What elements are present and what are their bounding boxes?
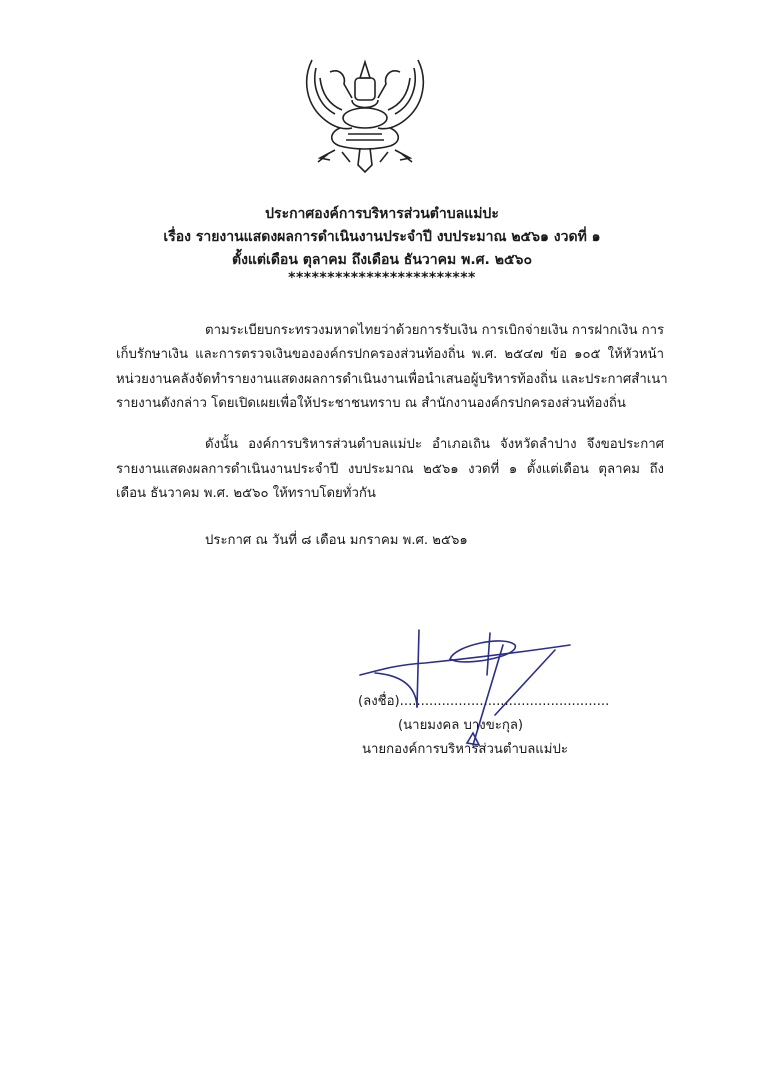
signatory-position: นายกองค์การบริหารส่วนตำบลแม่ปะ (362, 742, 568, 757)
document-period: ตั้งแต่เดือน ตุลาคม ถึงเดือน ธันวาคม พ.ศ. ๒๕๖๐ (231, 252, 532, 268)
paragraph2-line: ดังนั้น องค์การบริหารส่วนตำบลแม่ปะ อำเภอเถิน จังหวัดลำปาง จึงขอประกาศ (205, 437, 664, 452)
signatory-name: (นายมงคล บางขะกุล) (398, 718, 524, 733)
paragraph1-line: เก็บรักษาเงิน และการตรวจเงินขององค์กรปกครองส่วนท้องถิ่น พ.ศ. ๒๕๔๗ ข้อ ๑๐๕ ให้หัวหน้า (116, 347, 664, 362)
announcement-date: ประกาศ ณ วันที่ ๘ เดือน มกราคม พ.ศ. ๒๕๖๑ (205, 533, 468, 548)
document-title: ประกาศองค์การบริหารส่วนตำบลแม่ปะ (265, 206, 499, 222)
paragraph1-line: ตามระเบียบกระทรวงมหาดไทยว่าด้วยการรับเงิน การเบิกจ่ายเงิน การฝากเงิน การ (205, 323, 665, 338)
paragraph1-line: หน่วยงานคลังจัดทำรายงานแสดงผลการดำเนินงานเพื่อนำเสนอผู้บริหารท้องถิ่น และประกาศสำเนา (116, 372, 668, 387)
garuda-emblem-icon (300, 50, 430, 175)
paragraph2-line: รายงานแสดงผลการดำเนินงานประจำปี งบประมาณ ๒๕๖๑ งวดที่ ๑ ตั้งแต่เดือน ตุลาคม ถึง (116, 462, 664, 477)
paragraph2-line: เดือน ธันวาคม พ.ศ. ๒๕๖๐ ให้ทราบโดยทั่วกัน (116, 486, 376, 501)
signature-line: (ลงชื่อ).................................................. (358, 694, 610, 709)
paragraph1-line: รายงานดังกล่าว โดยเปิดเผยเพื่อให้ประชาชนทราบ ณ สำนักงานองค์กรปกครองส่วนท้องถิ่น (116, 396, 626, 411)
document-subject: เรื่อง รายงานแสดงผลการดำเนินงานประจำปี งบประมาณ ๒๕๖๑ งวดที่ ๑ (163, 229, 601, 245)
header-separator: ************************ (288, 270, 476, 286)
